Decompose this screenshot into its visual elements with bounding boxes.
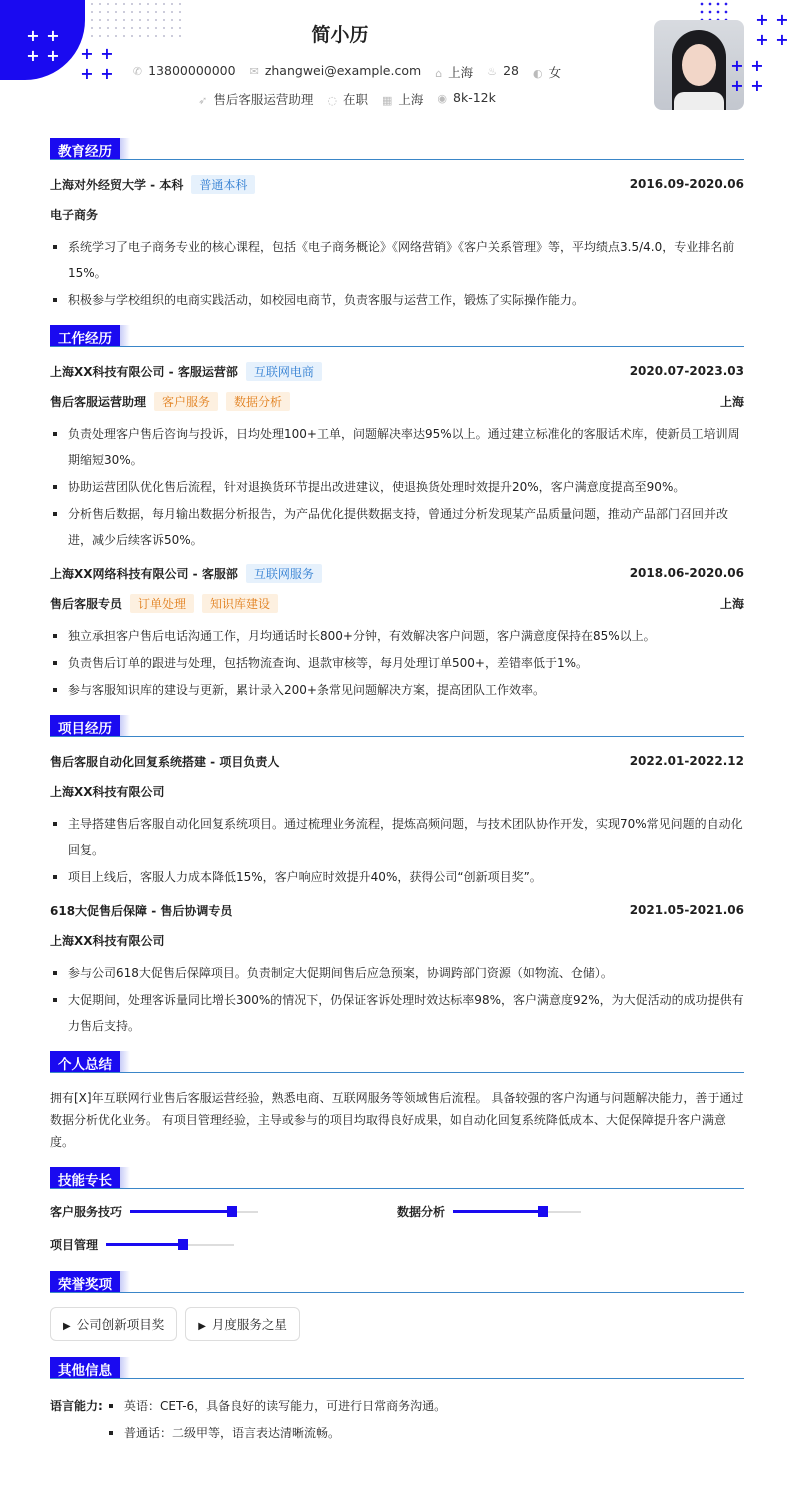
- period: 2018.06-2020.06: [629, 566, 744, 580]
- list-item: 协助运营团队优化售后流程，针对退换货环节提出改进建议，使退换货处理时效提升20%，客户满意度提高至90%。: [50, 474, 744, 500]
- list-item: 独立承担客户售后电话沟通工作，月均通话时长800+分钟，有效解决客户问题，客户满意度保持在85%以上。: [50, 623, 744, 649]
- industry-tag: 互联网服务: [246, 564, 322, 583]
- home-icon: ⌂: [435, 67, 443, 80]
- mail-icon: ✉: [249, 65, 259, 78]
- project-name: 618大促售后保障 - 售后协调专员: [50, 903, 233, 918]
- award-label: 月度服务之星: [211, 1317, 287, 1332]
- other-section: [50, 1357, 744, 1457]
- summary-section: [50, 1051, 744, 1153]
- project-company: 上海XX科技有限公司: [50, 933, 165, 948]
- candidate-name: 简小历: [311, 24, 369, 46]
- phone-icon: ✆: [132, 65, 143, 78]
- section-title: 个人总结: [50, 1051, 120, 1072]
- company: 上海XX科技有限公司 - 客服运营部: [50, 364, 238, 379]
- skill-level-fill: [106, 1243, 183, 1246]
- skill-level-fill: [130, 1210, 232, 1213]
- building-icon: ▦: [381, 94, 393, 107]
- skills-section: [50, 1167, 744, 1253]
- list-item: 积极参与学校组织的电商实践活动，如校园电商节，负责客服与运营工作，锻炼了实际操作能力。: [50, 287, 744, 313]
- list-item: 负责处理客户售后咨询与投诉，日均处理100+工单，问题解决率达95%以上。通过建立标准化的客服话术库，使新员工培训周期缩短30%。: [50, 421, 744, 473]
- role: 售后客服专员: [50, 596, 123, 611]
- list-item: 项目上线后，客服人力成本降低15%，客户响应时效提升40%，获得公司“创新项目奖”。: [50, 864, 744, 890]
- triangle-icon: ▶: [63, 1321, 71, 1332]
- money-icon: ◉: [437, 92, 448, 105]
- skill-name: 客户服务技巧: [50, 1205, 123, 1219]
- gender-icon: ◐: [532, 67, 543, 80]
- skill-level-fill: [453, 1210, 543, 1213]
- list-item: 参与公司618大促售后保障项目。负责制定大促期间售后应急预案，协调跨部门资源（如物流、仓储）。: [50, 960, 744, 986]
- period: 2021.05-2021.06: [629, 903, 744, 917]
- target-city: 上海: [398, 92, 424, 107]
- section-title: 工作经历: [50, 325, 120, 346]
- skill-level-thumb: [227, 1206, 237, 1217]
- language-label: 语言能力:: [50, 1399, 103, 1413]
- list-item: 系统学习了电子商务专业的核心课程，包括《电子商务概论》《网络营销》《客户关系管理》等，平均绩点3.5/4.0，专业排名前15%。: [50, 234, 744, 286]
- phone: 13800000000: [148, 63, 236, 78]
- skill-tag: 数据分析: [226, 392, 290, 411]
- skill-tag: 客户服务: [154, 392, 218, 411]
- industry-tag: 互联网电商: [246, 362, 322, 381]
- skill-item: [397, 1203, 744, 1220]
- city: 上海: [719, 394, 744, 409]
- award-item: [50, 1307, 177, 1341]
- projects-section: [50, 715, 744, 1039]
- major: 电子商务: [50, 207, 99, 222]
- list-item: 参与客服知识库的建设与更新，累计录入200+条常见问题解决方案，提高团队工作效率。: [50, 677, 744, 703]
- job-intent-row: [0, 90, 694, 108]
- period: 2016.09-2020.06: [629, 177, 744, 191]
- school: 上海对外经贸大学 - 本科: [50, 177, 184, 192]
- email: zhangwei@example.com: [264, 63, 422, 78]
- decor-plus-icon: + + + +: [80, 44, 114, 83]
- skill-item: [50, 1203, 397, 1220]
- status-icon: ◌: [327, 94, 337, 107]
- list-item: 英语：CET-6，具备良好的读写能力，可进行日常商务沟通。: [106, 1393, 744, 1419]
- salary: 8k-12k: [453, 90, 496, 105]
- list-item: 普通话：二级甲等，语言表达清晰流畅。: [106, 1420, 744, 1446]
- awards-section: [50, 1271, 744, 1341]
- triangle-icon: ▶: [198, 1321, 206, 1332]
- list-item: 大促期间，处理客诉量同比增长300%的情况下，仍保证客诉处理时效达标率98%，客户满意度92%，为大促活动的成功提供有力售后支持。: [50, 987, 744, 1039]
- role: 售后客服运营助理: [50, 394, 147, 409]
- contact-info-row: [0, 63, 694, 81]
- company: 上海XX网络科技有限公司 - 客服部: [50, 566, 238, 581]
- skill-item: [50, 1236, 397, 1253]
- work-section: [50, 325, 744, 703]
- city: 上海: [448, 65, 474, 80]
- education-section: [50, 138, 744, 313]
- skill-tag: 知识库建设: [202, 594, 278, 613]
- skill-name: 数据分析: [397, 1205, 446, 1219]
- skill-level-bar: [453, 1211, 581, 1213]
- status: 在职: [342, 92, 368, 107]
- degree-tag: 普通本科: [191, 175, 255, 194]
- gender: 女: [548, 65, 562, 80]
- section-title: 项目经历: [50, 715, 120, 736]
- project-name: 售后客服自动化回复系统搭建 - 项目负责人: [50, 754, 280, 769]
- skill-level-thumb: [178, 1239, 188, 1250]
- list-item: 主导搭建售后客服自动化回复系统项目。通过梳理业务流程，提炼高频问题，与技术团队协作开发，实现70%常见问题的自动化回复。: [50, 811, 744, 863]
- skill-level-thumb: [538, 1206, 548, 1217]
- summary-text: 拥有[X]年互联网行业售后客服运营经验，熟悉电商、互联网服务等领域售后流程。 具备较强的客户沟通与问题解决能力，善于通过数据分析优化业务。 有项目管理经验，主导或参与的项目均取得良好成果，如自动化回复系统降低成本、大促保障提升客户满意度。: [50, 1091, 744, 1149]
- skills-list: [50, 1203, 744, 1253]
- skill-tag: 订单处理: [130, 594, 194, 613]
- section-title: 教育经历: [50, 138, 120, 159]
- section-title: 其他信息: [50, 1357, 120, 1378]
- section-title: 荣誉奖项: [50, 1271, 120, 1292]
- send-icon: ➶: [198, 94, 208, 107]
- cake-icon: ♨: [487, 65, 498, 78]
- skill-level-bar: [130, 1211, 258, 1213]
- skill-level-bar: [106, 1244, 234, 1246]
- age: 28: [503, 63, 519, 78]
- decor-plus-icon: + + + +: [755, 10, 789, 49]
- award-item: [185, 1307, 300, 1341]
- period: 2022.01-2022.12: [629, 754, 744, 768]
- section-title: 技能专长: [50, 1167, 120, 1188]
- target-job: 售后客服运营助理: [213, 92, 314, 107]
- award-label: 公司创新项目奖: [76, 1317, 165, 1332]
- list-item: 分析售后数据，每月输出数据分析报告，为产品优化提供数据支持，曾通过分析发现某产品质量问题，推动产品部门召回并改进，减少后续客诉50%。: [50, 501, 744, 553]
- project-company: 上海XX科技有限公司: [50, 784, 165, 799]
- decor-plus-icon: + + + +: [26, 26, 60, 65]
- city: 上海: [719, 596, 744, 611]
- decor-plus-icon: + + + +: [730, 56, 764, 95]
- period: 2020.07-2023.03: [629, 364, 744, 378]
- list-item: 负责售后订单的跟进与处理，包括物流查询、退款审核等，每月处理订单500+，差错率低于1%。: [50, 650, 744, 676]
- skill-name: 项目管理: [50, 1238, 99, 1252]
